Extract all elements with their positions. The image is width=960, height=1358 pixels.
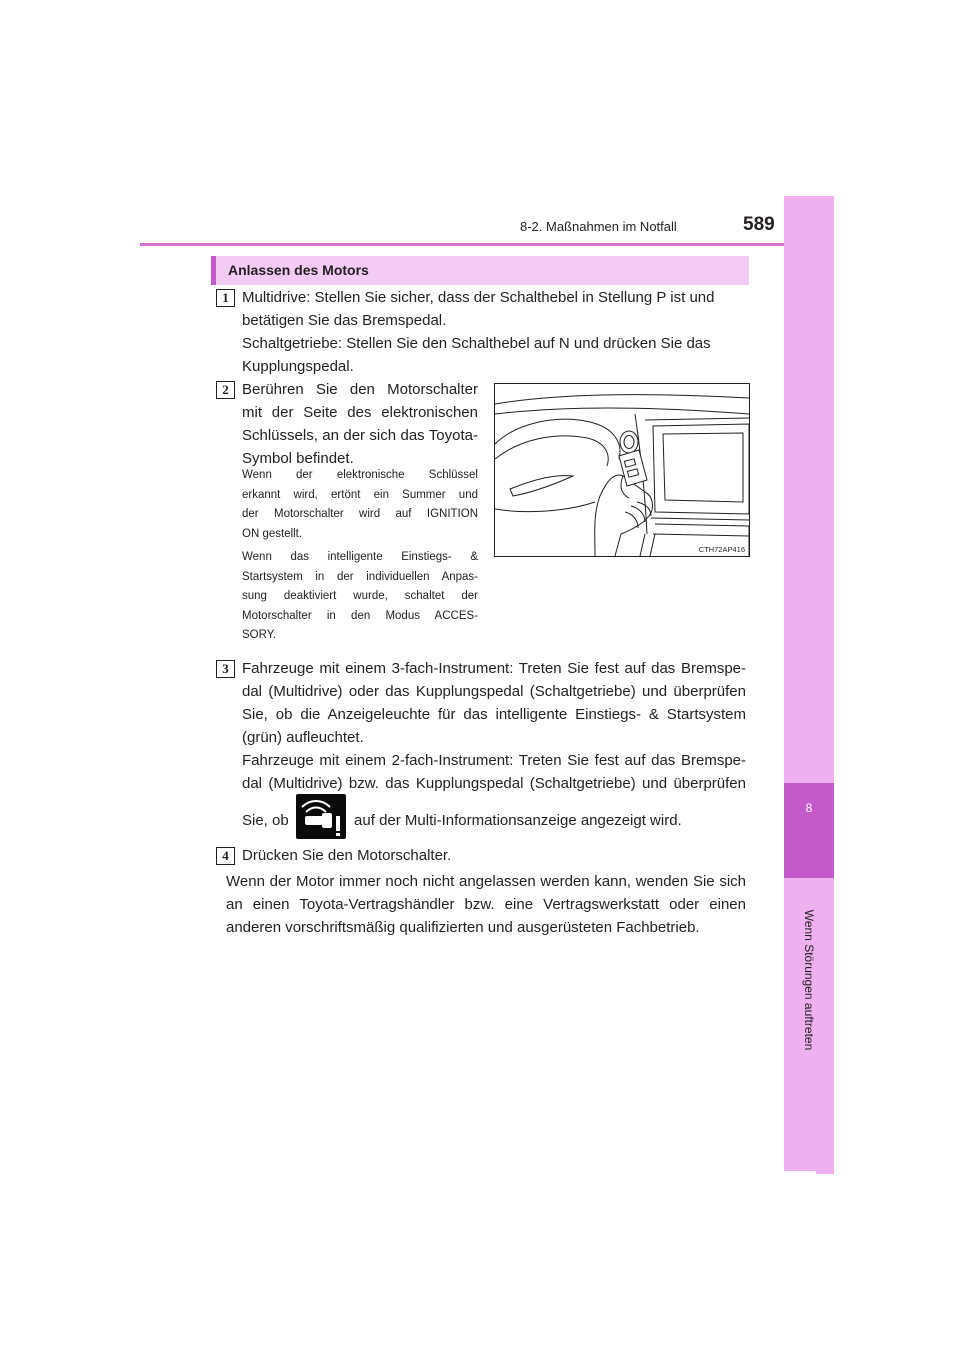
header-rule [140,243,834,246]
text-line: Wenn der Motor immer noch nicht angelassen werden kann, wenden Sie sich [226,873,746,890]
step-number-3: 3 [216,660,235,678]
side-tab-tick [816,1171,834,1174]
page-number: 589 [743,214,775,235]
step-3-text [242,657,746,795]
chapter-number: 8 [805,801,813,815]
text-line: (grün) aufleuchtet. [242,729,364,746]
text-line: dal (Multidrive) bzw. das Kupplungspedal (Schaltgetriebe) und überprüfen [242,775,746,792]
text-fragment: Sie, ob [242,812,289,829]
closing-paragraph [226,870,746,939]
note-line: der Motorschalter wird auf IGNITION [242,508,478,520]
step-number-1: 1 [216,289,235,307]
step-2-text [242,378,478,470]
text-line: dal (Multidrive) oder das Kupplungspedal (Schaltgetriebe) und überprüfen [242,683,746,700]
text-line: Symbol befindet. [242,450,354,467]
key-start-indicator-glyph [296,794,346,839]
step-number-4: 4 [216,847,235,865]
illustration-drawing [495,384,749,556]
step-2-note-2 [242,548,478,646]
step-2-note-1 [242,466,478,544]
text-line: Fahrzeuge mit einem 2-fach-Instrument: Treten Sie fest auf das Bremspe- [242,752,746,769]
text-line: Berühren Sie den Motorschalter [242,381,478,398]
note-line: Wenn der elektronische Schlüssel [242,469,478,481]
text-line: Fahrzeuge mit einem 3-fach-Instrument: Treten Sie fest auf das Bremspe- [242,660,746,677]
text-line: Multidrive: Stellen Sie sicher, dass der Schalthebel in Stellung P ist und [242,289,715,306]
text-line: an einen Toyota-Vertragshändler bzw. eine Vertragswerkstatt oder einen [226,896,746,913]
text-line: Drücken Sie den Motorschalter. [242,847,452,864]
section-title: Anlassen des Motors [228,262,369,278]
illustration-code: CTH72AP416 [698,545,745,554]
chapter-number-box [784,783,834,878]
step-1-text [242,286,746,378]
note-line: Motorschalter in den Modus ACCES- [242,609,478,622]
text-fragment: auf der Multi-Informationsanzeige angezeigt wird. [354,812,682,829]
note-line: SORY. [242,629,277,641]
step-number-2: 2 [216,381,235,399]
note-line: erkannt wird, ertönt ein Summer und [242,488,478,501]
step-3-icon-line [242,794,746,843]
text-line: anderen vorschriftsmäßig qualifizierten und ausgerüsteten Fachbetrieb. [226,919,700,936]
chapter-title: Wenn Störungen auftreten [802,909,816,1051]
text-line: betätigen Sie das Bremspedal. [242,312,447,329]
note-line: Startsystem in der individuellen Anpas- [242,570,478,583]
section-heading-bar [211,256,749,285]
note-line: ON gestellt. [242,527,303,540]
key-start-indicator-icon [296,794,346,839]
note-line: sung deaktiviert wurde, schaltet der [242,590,478,602]
text-line: mit der Seite des elektronischen [242,404,478,421]
hand-pressing-start-switch-illustration [494,383,750,557]
step-4-text [242,844,746,867]
text-line: Schaltgetriebe: Stellen Sie den Schalthebel auf N und drücken Sie das [242,335,711,352]
note-line: Wenn das intelligente Einstiegs- & [242,551,478,563]
text-line: Kupplungspedal. [242,358,354,375]
text-line: Schlüssels, an der sich das Toyota- [242,427,478,444]
text-line: Sie, ob die Anzeigeleuchte für das intelligente Einstiegs- & Startsystem [242,706,746,723]
running-header-section: 8-2. Maßnahmen im Notfall [520,219,677,234]
